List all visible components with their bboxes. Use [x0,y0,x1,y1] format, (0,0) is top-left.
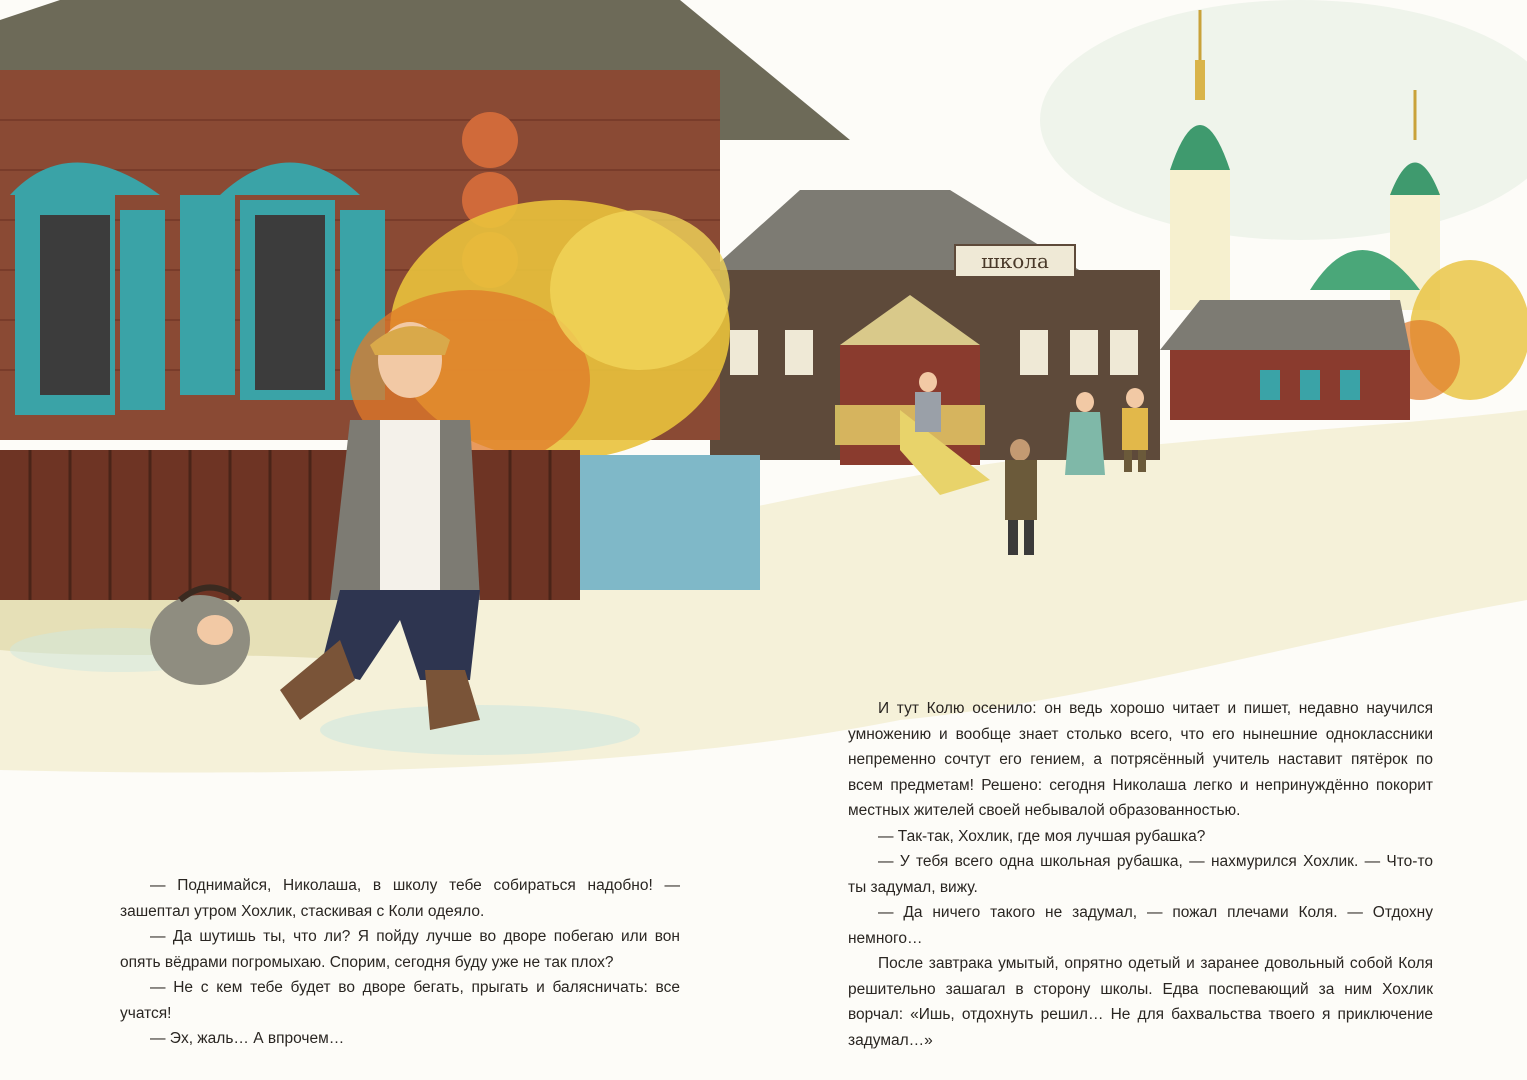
right-paragraph-1: И тут Колю осенило: он ведь хорошо читает и пишет, недавно научился умножению и вообще знает столько всего, что его нынешние одноклассники непременно сочтут его гением, а потрясённый учитель наставит пятёрок по всем предметам! Решено: сегодня Николаша легко и непринуждённо покорит местных жителей своей небывалой образованностью. [848,700,1433,819]
left-paragraph-2: — Да шутишь ты, что ли? Я пойду лучше во дворе побегаю или вон опять вёдрами погромыхаю. Спорим, сегодня буду уже не так плох? [120,928,680,971]
left-paragraph-4: — Эх, жаль… А впрочем… [150,1030,345,1047]
left-page-text [120,873,680,1052]
red-house [1160,300,1410,420]
school-sign: школа [981,249,1049,273]
left-paragraph-1: — Поднимайся, Николаша, в школу тебе собираться надобно! — зашептал утром Хохлик, стаскивая с Коли одеяло. [120,877,680,920]
right-paragraph-5: После завтрака умытый, опрятно одетый и заранее довольный собой Коля решительно зашагал в сторону школы. Едва поспевающий за ним Хохлик ворчал: «Ишь, отдохнуть решил… Не для бахвальства твоего я приключение задумал…» [848,955,1433,1049]
right-paragraph-4: — Да ничего такого не задумал, — пожал плечами Коля. — Отдохну немного… [848,904,1433,947]
right-paragraph-3: — У тебя всего одна школьная рубашка, — нахмурился Хохлик. — Что-то ты задумал, вижу. [848,853,1433,896]
right-paragraph-2: — Так-так, Хохлик, где моя лучшая рубашка? [878,827,1206,845]
left-paragraph-3: — Не с кем тебе будет во дворе бегать, прыгать и балясничать: все учатся! [120,979,680,1022]
right-page-text [848,696,1433,1053]
